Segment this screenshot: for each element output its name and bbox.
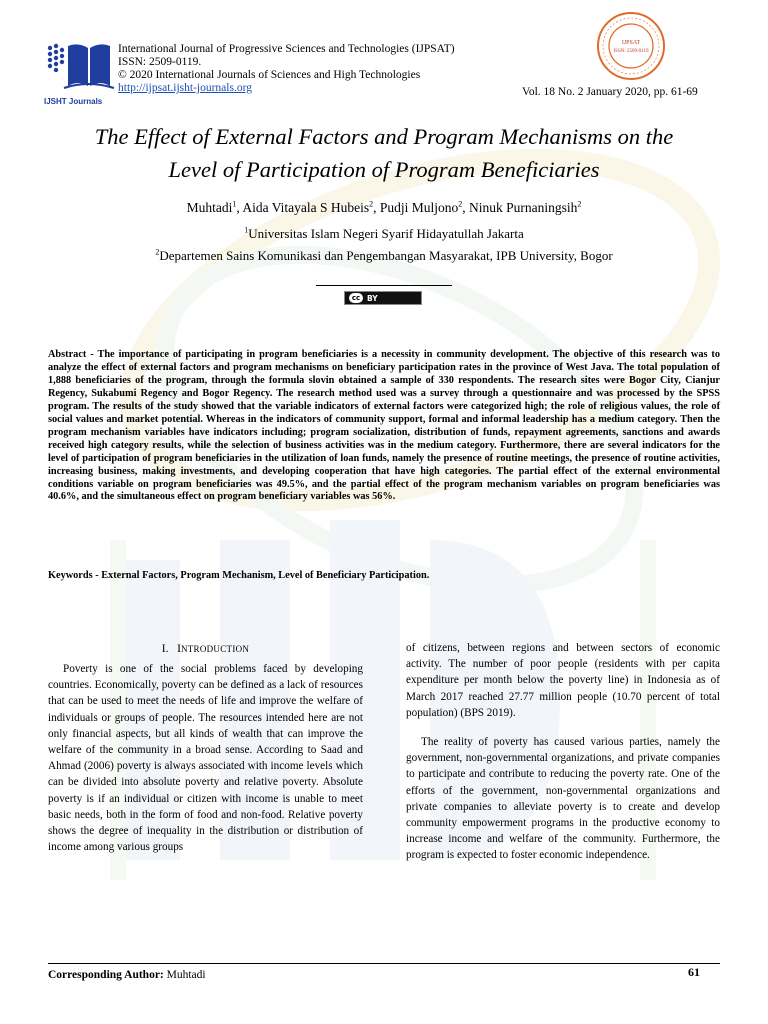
journal-info (118, 43, 455, 95)
author-sup: 2 (458, 199, 463, 209)
book-logo-icon (44, 40, 116, 92)
seal-line2: ISSN: 2509-0119 (613, 49, 649, 54)
volume-info: Vol. 18 No. 2 January 2020, pp. 61-69 (522, 86, 698, 98)
journal-seal-icon (595, 10, 667, 82)
journal-logo (44, 40, 116, 104)
affiliation-sup: 1 (244, 225, 249, 235)
cc-by-label: BY (367, 293, 378, 303)
journal-issn: ISSN: 2509-0119. (118, 56, 202, 68)
section-numeral: I. (161, 643, 169, 655)
affiliation-text: Universitas Islam Negeri Syarif Hidayatullah Jakarta (248, 226, 524, 241)
author-name: Ninuk Purnaningsih (469, 200, 578, 215)
paper-title (40, 120, 728, 186)
affiliation-sup: 2 (155, 247, 160, 257)
page-number: 61 (688, 965, 700, 979)
affiliation-2 (0, 248, 768, 264)
section-first-letter: I (177, 643, 181, 655)
logo-text: IJSHT Journals (44, 97, 103, 106)
title-line-1: The Effect of External Factors and Program Mechanisms on the (94, 124, 674, 149)
seal-line1: IJPSAT (621, 40, 641, 46)
cc-icon: cc (349, 293, 363, 303)
author-list: Muhtadi$^1$, Aida Vitayala S Hubeis$^2$, Pudji Muljono$^2$, Ninuk Purnaningsih$^2$ (186, 199, 582, 215)
journal-name: International Journal of Progressive Sciences and Technologies (IJPSAT) (118, 43, 455, 55)
left-column (48, 661, 363, 855)
abstract: Abstract - The importance of participating in program beneficiaries is a necessity in community development. The objective of this research was to analyze the effect of external factors and program mechanisms on beneficiary participation rates in the province of West Java. The total population of 1,888 beneficiaries of the program, through the formula slovin obtained a sample of 330 respondents. The research sites were Bogor City, Cianjur Regency, Sukabumi Regency and Bogor Regency. The research method used was a survey through a questionnaire and was processed by the SPSS program. The results of the study showed that the variable indicators of external factors were categorized high; the role of religious values, the role of social values and market potential. Whereas in the indicators of community support, formal and informal leadership has a medium category. Then the program mechanism variables have indicators including; program socialization, distribution of funds, repayment agreements, sanctions and awards received high category results, while the selection of business activities was in the medium category. Furthermore, there are several indicators for the level of participation of program beneficiaries in the utilization of loan funds, namely the presence of routine meetings, the presence of routine activities, increasing business, making investments, and developing cooperation that have high categories. The partial effect of the external environmental conditions variable on program beneficiaries was 49.5%, and the partial effect of the program mechanism variables on program beneficiaries was 40.6%, and the simultaneous effect on program beneficiary variables was 56%. (48, 349, 720, 503)
section-heading (48, 643, 363, 655)
paragraph: Poverty is one of the social problems faced by developing countries. Economically, poverty can be defined as a lack of resources that can be used to meet the needs of life and improve the welfare of individuals or groups of people. The resources intended here are not only financial aspects, but all kinds of wealth that can improve the welfare of the community in a broad sense. According to Saad and Ahmad (2006) poverty is always associated with income levels which can be divided into absolute poverty and relative poverty. Absolute poverty is if an individual or citizen with income is unable to meet basic needs, both in the form of food and non-food. Relative poverty shows the degree of inequality in the distribution or distribution of income among various groups (48, 663, 363, 854)
affiliation-1 (0, 226, 768, 242)
footer-divider (48, 963, 720, 964)
affiliation-text: Departemen Sains Komunikasi dan Pengembangan Masyarakat, IPB University, Bogor (159, 248, 613, 263)
footer-label: Corresponding Author: (48, 969, 164, 981)
author-sup: 1 (232, 199, 237, 209)
section-rest: NTRODUCTION (180, 644, 250, 654)
title-line-2: Level of Participation of Program Beneficiaries (168, 157, 600, 182)
paragraph-continuation: of citizens, between regions and between sectors of economic activity. The number of poor people (residents with per capita expenditure per month below the poverty line) in Indonesia as of March 2017 reached 27.77 million people (10.70 percent of total population) (BPS 2019). (406, 642, 720, 719)
author-sup: 2 (577, 199, 582, 209)
paragraph: The reality of poverty has caused various parties, namely the government, non-governmental organizations, and private companies to participate and contribute to reducing the poverty rate. One of the efforts of the government, non-governmental organizations and private companies to alleviate poverty is to create and develop community empowerment programs in the productive economy to increase income and welfare of the community. Furthermore, the program is expected to foster economic independence. (406, 736, 720, 862)
author-name: Pudji Muljono (379, 200, 459, 215)
keywords: Keywords - External Factors, Program Mechanism, Level of Beneficiary Participation. (48, 570, 430, 581)
right-column (406, 640, 720, 864)
cc-license-badge[interactable] (344, 291, 422, 305)
journal-copyright: © 2020 International Journals of Sciences and High Technologies (118, 69, 421, 81)
footer (48, 969, 206, 981)
author-name: Aida Vitayala S Hubeis (242, 200, 370, 215)
author-name: Muhtadi (186, 200, 233, 215)
footer-author: Muhtadi (166, 969, 206, 981)
journal-url-link[interactable]: http://ijpsat.ijsht-journals.org (118, 82, 252, 94)
divider (316, 285, 452, 286)
author-sup: 2 (369, 199, 374, 209)
